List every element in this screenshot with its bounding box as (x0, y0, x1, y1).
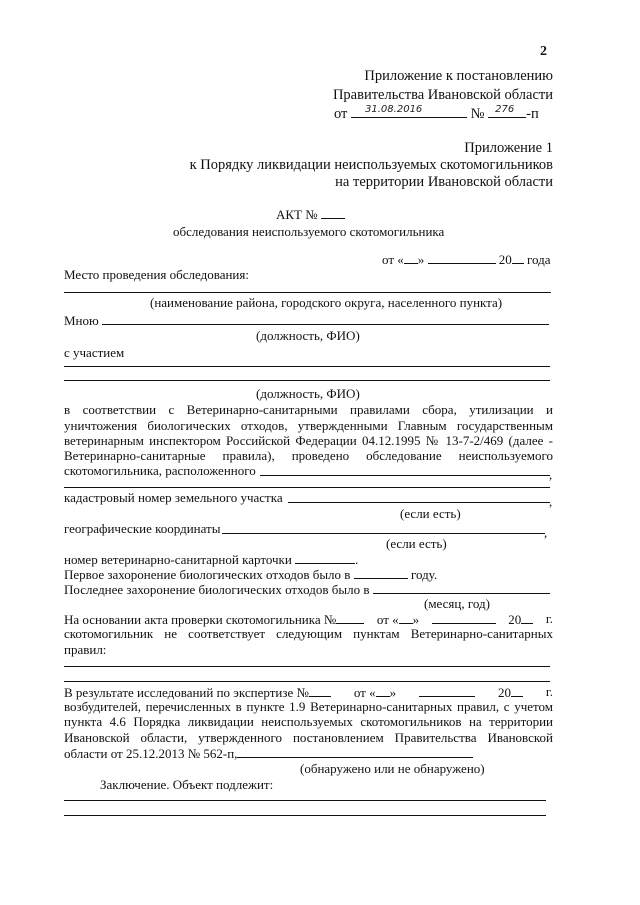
result-line4: Ивановской области, утвержденного постановлением Правительства Ивановской (64, 730, 553, 745)
geo-comma: , (544, 525, 548, 540)
result-found-field (237, 746, 473, 758)
basis-year-field (521, 612, 533, 624)
basis-label (64, 612, 364, 626)
result-line1 (64, 685, 553, 699)
act-day-field (404, 252, 418, 264)
with-field-line-1 (64, 366, 550, 367)
basis-date-from: от « (376, 612, 399, 627)
annex-date-handwritten: 31.08.2016 (365, 104, 423, 115)
basis-field-line-2 (64, 681, 550, 682)
result-line5 (64, 746, 473, 760)
result-date-from: от « (353, 685, 376, 700)
last-burial-line (64, 582, 550, 596)
basis-line2: скотомогильник не соответствует следующим пунктам Ветеринарно-санитарных (64, 626, 553, 641)
with-label: с участием (64, 345, 125, 360)
first-burial-suffix: году. (410, 567, 438, 582)
geo-label: географические координаты (64, 521, 221, 536)
first-burial-label: Первое захоронение биологических отходов было в (64, 567, 351, 582)
para1-line5: скотомогильника, расположенного (64, 463, 256, 478)
place-label: Место проведения обследования: (64, 267, 249, 282)
vet-card-line: номер ветеринарно-санитарной карточки . (64, 552, 359, 567)
appendix-line2: к Порядку ликвидации неиспользуемых скотомогильников (189, 157, 553, 173)
annex-line2: Правительства Ивановской области (332, 87, 553, 103)
basis-field-line-1 (64, 666, 550, 667)
first-burial-line (64, 567, 437, 581)
act-number-field (321, 207, 345, 219)
last-burial-label: Последнее захоронение биологических отходов было в (64, 582, 370, 597)
place-field-line (64, 292, 551, 293)
act-month-field (428, 252, 496, 264)
conclusion-field-line-1 (64, 800, 546, 801)
result-label-text: В результате исследований по экспертизе № (64, 685, 309, 700)
act-year-prefix: 20 (498, 252, 512, 267)
conclusion-field-line-2 (64, 815, 546, 816)
result-day-field (376, 685, 390, 697)
basis-line1 (64, 612, 553, 626)
result-year-field (511, 685, 523, 697)
by-field-line (102, 324, 549, 325)
result-label (64, 685, 331, 699)
annex-line1: Приложение к постановлению (364, 68, 553, 84)
para1-line2: уничтожения биологических отходов, утвержденными Главным государственным (64, 418, 553, 433)
act-date-q: » (417, 252, 425, 267)
act-title-text: АКТ № (276, 207, 318, 222)
vet-card-label: номер ветеринарно-санитарной карточки (64, 552, 292, 567)
result-year-prefix: 20 (497, 685, 511, 700)
by-label: Мною (64, 313, 99, 328)
act-year-field (512, 252, 524, 264)
para1-line1: в соответствии с Ветеринарно-санитарными правилами сбора, утилизации и (64, 402, 553, 417)
result-line2: возбудителей, перечисленных в пункте 1.9 Ветеринарно-санитарных правил, с учетом (64, 699, 553, 714)
with-hint: (должность, ФИО) (256, 386, 360, 401)
act-subtitle: обследования неиспользуемого скотомогильника (173, 224, 445, 239)
annex-no-label: № (470, 106, 485, 122)
cadastral-hint: (если есть) (400, 506, 461, 521)
geo-hint: (если есть) (386, 536, 447, 551)
basis-number-field (336, 612, 364, 624)
para1-line3: ветеринарным инспектором Российской Федерации 04.12.1995 № 13-7-2/469 (далее - (64, 433, 553, 448)
basis-year-prefix: 20 (508, 612, 522, 627)
annex-suffix: -п (526, 106, 539, 122)
result-number-field (309, 685, 331, 697)
cadastral-comma: , (549, 494, 553, 509)
result-month-field (419, 685, 475, 697)
result-g: г. (545, 684, 553, 699)
conclusion-label: Заключение. Объект подлежит: (100, 777, 274, 792)
result-hint: (обнаружено или не обнаружено) (300, 761, 485, 776)
act-year-suffix: года (527, 252, 551, 267)
location-field-line-2 (64, 487, 550, 488)
place-hint: (наименование района, городского округа, населенного пункта) (150, 295, 503, 310)
appendix-line3: на территории Ивановской области (335, 174, 553, 190)
basis-label-text: На основании акта проверки скотомогильника № (64, 612, 337, 627)
page-number: 2 (540, 44, 547, 59)
para1-line4: Ветеринарно-санитарные правила), проведено обследование неиспользуемого (64, 448, 553, 463)
by-hint: (должность, ФИО) (256, 328, 360, 343)
geo-field-line (222, 533, 545, 534)
result-line5-text: области от 25.12.2013 № 562-п, (64, 746, 238, 761)
cadastral-label: кадастровый номер земельного участка (64, 490, 283, 505)
act-date-line (382, 252, 551, 266)
annex-date-line (334, 106, 539, 122)
basis-month-field (432, 612, 496, 624)
basis-date (377, 612, 419, 626)
annex-number-handwritten: 276 (495, 104, 515, 115)
first-burial-field (354, 567, 408, 579)
last-burial-field (373, 582, 550, 594)
act-title (276, 207, 345, 221)
basis-year (508, 612, 533, 626)
cadastral-field-line (288, 502, 550, 503)
annex-date-field (351, 106, 467, 118)
result-year (498, 685, 523, 699)
annex-from-label: от (334, 106, 348, 122)
annex-number-field (488, 106, 526, 118)
location-comma: , (549, 467, 553, 482)
result-date-q: » (389, 685, 397, 700)
last-burial-hint: (месяц, год) (424, 596, 490, 611)
basis-g: г. (545, 611, 553, 626)
result-line3: пункта 4.6 Порядка ликвидации неиспользуемых скотомогильников на территории (64, 714, 553, 729)
with-field-line-2 (64, 380, 550, 381)
vet-card-field (295, 552, 355, 564)
basis-day-field (399, 612, 413, 624)
basis-line3: правил: (64, 642, 107, 657)
act-date-from: от « (382, 252, 404, 267)
location-field-line-1 (260, 475, 550, 476)
basis-date-q: » (412, 612, 420, 627)
appendix-title: Приложение 1 (464, 140, 553, 156)
result-date (354, 685, 396, 699)
